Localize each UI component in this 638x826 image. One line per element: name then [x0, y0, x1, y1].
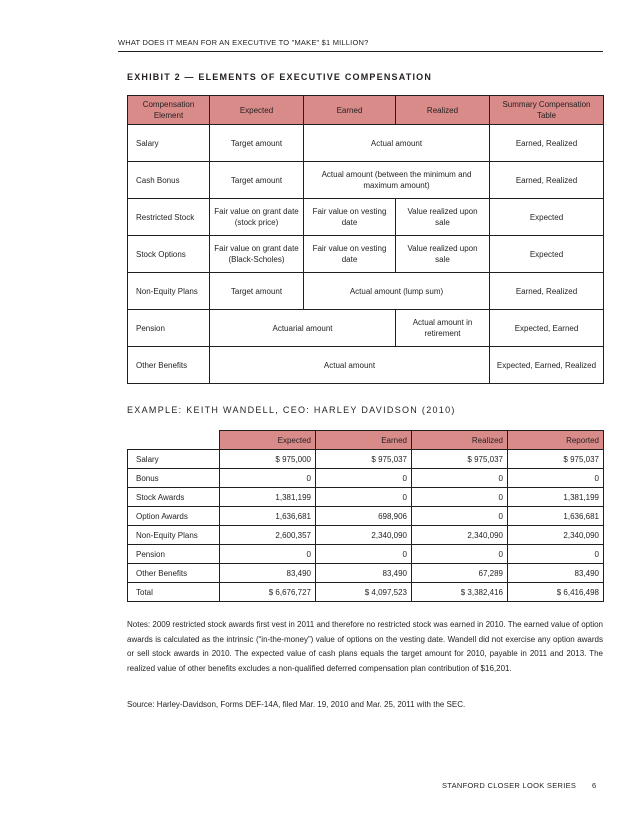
- cell: Actual amount: [210, 347, 490, 384]
- col-header-expected: Expected: [210, 96, 304, 125]
- table-header-row: [128, 96, 604, 125]
- cell-earned: 698,906: [316, 507, 412, 526]
- example-table: [127, 430, 604, 602]
- cell-realized: 0: [412, 507, 508, 526]
- cell: Actual amount (between the minimum and maximum amount): [304, 162, 490, 199]
- table-row: [128, 564, 604, 583]
- running-header: WHAT DOES IT MEAN FOR AN EXECUTIVE TO "MAKE" $1 MILLION?: [118, 38, 603, 52]
- cell: Fair value on vesting date: [304, 236, 396, 273]
- col-header-earned: Earned: [316, 431, 412, 450]
- cell: Expected: [490, 199, 604, 236]
- col-header-realized: Realized: [396, 96, 490, 125]
- table-row: [128, 507, 604, 526]
- table-row: [128, 583, 604, 602]
- cell-realized: 0: [412, 545, 508, 564]
- cell: Fair value on grant date (stock price): [210, 199, 304, 236]
- table-header-row: [128, 431, 604, 450]
- cell-earned: 0: [316, 488, 412, 507]
- cell-reported: 1,636,681: [508, 507, 604, 526]
- table-row: [128, 450, 604, 469]
- col-header-expected: Expected: [220, 431, 316, 450]
- cell: Target amount: [210, 125, 304, 162]
- cell: Expected, Earned: [490, 310, 604, 347]
- cell-realized: $ 3,382,416: [412, 583, 508, 602]
- cell: Actual amount (lump sum): [304, 273, 490, 310]
- header-blank-cell: [128, 431, 220, 450]
- row-label: Restricted Stock: [128, 199, 210, 236]
- row-label: Bonus: [128, 469, 220, 488]
- row-label: Other Benefits: [128, 564, 220, 583]
- cell: Expected: [490, 236, 604, 273]
- cell-reported: 0: [508, 545, 604, 564]
- cell: Expected, Earned, Realized: [490, 347, 604, 384]
- row-label: Other Benefits: [128, 347, 210, 384]
- table-row: [128, 469, 604, 488]
- cell-earned: 83,490: [316, 564, 412, 583]
- cell-expected: $ 975,000: [220, 450, 316, 469]
- cell-realized: 0: [412, 469, 508, 488]
- row-label: Pension: [128, 545, 220, 564]
- cell: Actual amount: [304, 125, 490, 162]
- col-header-reported: Reported: [508, 431, 604, 450]
- cell-expected: $ 6,676,727: [220, 583, 316, 602]
- table-row: [128, 526, 604, 545]
- cell-reported: 1,381,199: [508, 488, 604, 507]
- row-label: Non-Equity Plans: [128, 526, 220, 545]
- row-label: Salary: [128, 450, 220, 469]
- cell-reported: 2,340,090: [508, 526, 604, 545]
- cell: Value realized upon sale: [396, 236, 490, 273]
- cell-realized: $ 975,037: [412, 450, 508, 469]
- cell: Actual amount in retirement: [396, 310, 490, 347]
- cell-reported: 83,490: [508, 564, 604, 583]
- example-title: EXAMPLE: KEITH WANDELL, CEO: HARLEY DAVIDSON (2010): [127, 405, 456, 415]
- cell: Value realized upon sale: [396, 199, 490, 236]
- cell-reported: 0: [508, 469, 604, 488]
- cell-expected: 1,381,199: [220, 488, 316, 507]
- source-line: Source: Harley-Davidson, Forms DEF-14A, filed Mar. 19, 2010 and Mar. 25, 2011 with the SEC.: [127, 700, 466, 709]
- col-header-summary: Summary Compensation Table: [490, 96, 604, 125]
- row-label: Salary: [128, 125, 210, 162]
- table-row: [128, 488, 604, 507]
- row-label: Total: [128, 583, 220, 602]
- exhibit-title: EXHIBIT 2 — ELEMENTS OF EXECUTIVE COMPENSATION: [127, 72, 433, 82]
- cell-expected: 2,600,357: [220, 526, 316, 545]
- cell-expected: 0: [220, 545, 316, 564]
- cell: Target amount: [210, 273, 304, 310]
- table-row: [128, 347, 604, 384]
- cell-reported: $ 6,416,498: [508, 583, 604, 602]
- notes-paragraph: Notes: 2009 restricted stock awards first vest in 2011 and therefore no restricted stock was earned in 2010. The earned value of option awards is calculated as the intrinsic (“in-the-money”) value of options on the vesting date. Wandell did not exercise any option awards or sell stock awards in 2010. The expected value of cash plans equals the target amount for 2010, payable in 2011 and 2013. The realized value of other benefits excludes a non-qualified deferred compensation plan contribution of $16,201.: [127, 620, 603, 673]
- table-row: [128, 310, 604, 347]
- cell: Earned, Realized: [490, 125, 604, 162]
- table-row: [128, 162, 604, 199]
- cell: Earned, Realized: [490, 162, 604, 199]
- row-label: Option Awards: [128, 507, 220, 526]
- row-label: Stock Options: [128, 236, 210, 273]
- cell-reported: $ 975,037: [508, 450, 604, 469]
- cell-realized: 2,340,090: [412, 526, 508, 545]
- cell: Target amount: [210, 162, 304, 199]
- table-row: [128, 199, 604, 236]
- cell-expected: 83,490: [220, 564, 316, 583]
- table-row: [128, 236, 604, 273]
- table-row: [128, 545, 604, 564]
- row-label: Cash Bonus: [128, 162, 210, 199]
- page-number: 6: [592, 781, 597, 790]
- cell-expected: 0: [220, 469, 316, 488]
- compensation-elements-table: [127, 95, 604, 384]
- col-header-realized: Realized: [412, 431, 508, 450]
- cell-expected: 1,636,681: [220, 507, 316, 526]
- cell: Fair value on grant date (Black-Scholes): [210, 236, 304, 273]
- table-row: [128, 273, 604, 310]
- cell-earned: $ 975,037: [316, 450, 412, 469]
- cell-earned: 0: [316, 545, 412, 564]
- cell: Actuarial amount: [210, 310, 396, 347]
- col-header-earned: Earned: [304, 96, 396, 125]
- table-row: [128, 125, 604, 162]
- cell: Fair value on vesting date: [304, 199, 396, 236]
- row-label: Pension: [128, 310, 210, 347]
- cell-realized: 0: [412, 488, 508, 507]
- cell-realized: 67,289: [412, 564, 508, 583]
- col-header-element: Compensation Element: [128, 96, 210, 125]
- cell: Earned, Realized: [490, 273, 604, 310]
- cell-earned: 2,340,090: [316, 526, 412, 545]
- cell-earned: $ 4,097,523: [316, 583, 412, 602]
- cell-earned: 0: [316, 469, 412, 488]
- row-label: Non-Equity Plans: [128, 273, 210, 310]
- row-label: Stock Awards: [128, 488, 220, 507]
- footer-series: STANFORD CLOSER LOOK SERIES: [442, 781, 577, 790]
